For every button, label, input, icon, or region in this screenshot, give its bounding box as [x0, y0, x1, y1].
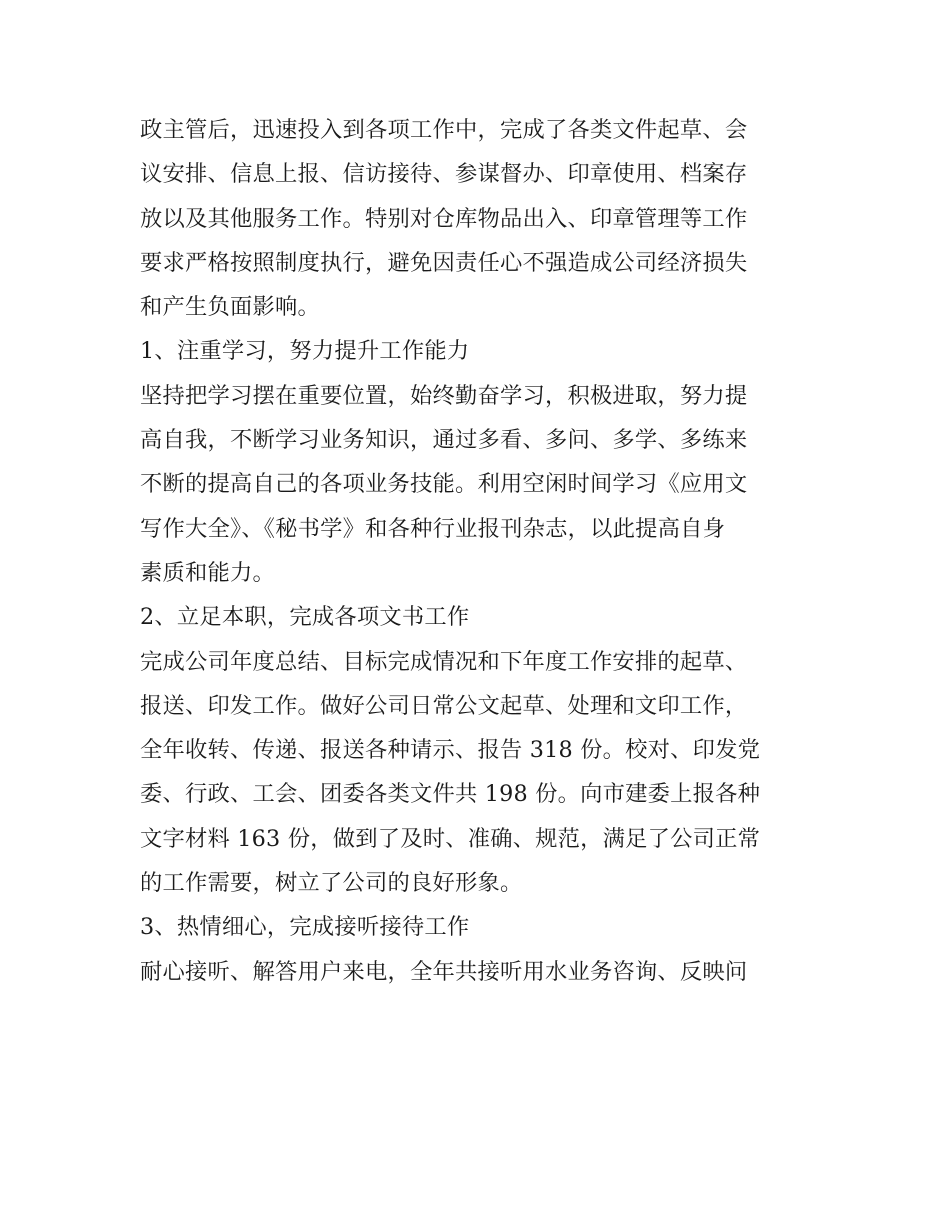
paragraph-intro: [140, 108, 812, 329]
text-line: 不断的提高自己的各项业务技能。利用空闲时间学习《应用文: [140, 471, 748, 498]
document-page: [140, 108, 812, 994]
text-line: 完成公司年度总结、目标完成情况和下年度工作安排的起草、: [140, 648, 748, 675]
text-line: 全年收转、传递、报送各种请示、报告 318 份。校对、印发党: [140, 737, 761, 764]
text-line: 的工作需要，树立了公司的良好形象。: [140, 870, 523, 897]
text-line: 议安排、信息上报、信访接待、参谋督办、印章使用、档案存: [140, 161, 748, 188]
section-heading-study: 1、注重学习，努力提升工作能力: [140, 338, 470, 365]
text-line: 放以及其他服务工作。特别对仓库物品出入、印章管理等工作: [140, 205, 748, 232]
text-line: 委、行政、工会、团委各类文件共 198 份。向市建委上报各种: [140, 781, 761, 808]
text-line: 高自我，不断学习业务知识，通过多看、多问、多学、多练来: [140, 427, 748, 454]
text-line: 和产生负面影响。: [140, 294, 320, 321]
text-line: 写作大全》、《秘书学》和各种行业报刊杂志，以此提高自身: [140, 515, 726, 542]
text-line: 坚持把学习摆在重要位置，始终勤奋学习，积极进取，努力提: [140, 382, 748, 409]
paragraph-study: [140, 374, 812, 595]
text-line: 要求严格按照制度执行，避免因责任心不强造成公司经济损失: [140, 249, 748, 276]
text-line: 耐心接听、解答用户来电，全年共接听用水业务咨询、反映问: [140, 958, 748, 985]
paragraph-documents: [140, 640, 812, 906]
text-line: 报送、印发工作。做好公司日常公文起草、处理和文印工作，: [140, 692, 748, 719]
section-heading-reception: 3、热情细心，完成接听接待工作: [140, 914, 470, 941]
paragraph-reception: [140, 950, 812, 994]
text-line: 文字材料 163 份，做到了及时、准确、规范，满足了公司正常: [140, 825, 761, 852]
text-line: 素质和能力。: [140, 559, 275, 586]
section-heading-documents: 2、立足本职，完成各项文书工作: [140, 604, 470, 631]
text-line: 政主管后，迅速投入到各项工作中，完成了各类文件起草、会: [140, 117, 748, 143]
